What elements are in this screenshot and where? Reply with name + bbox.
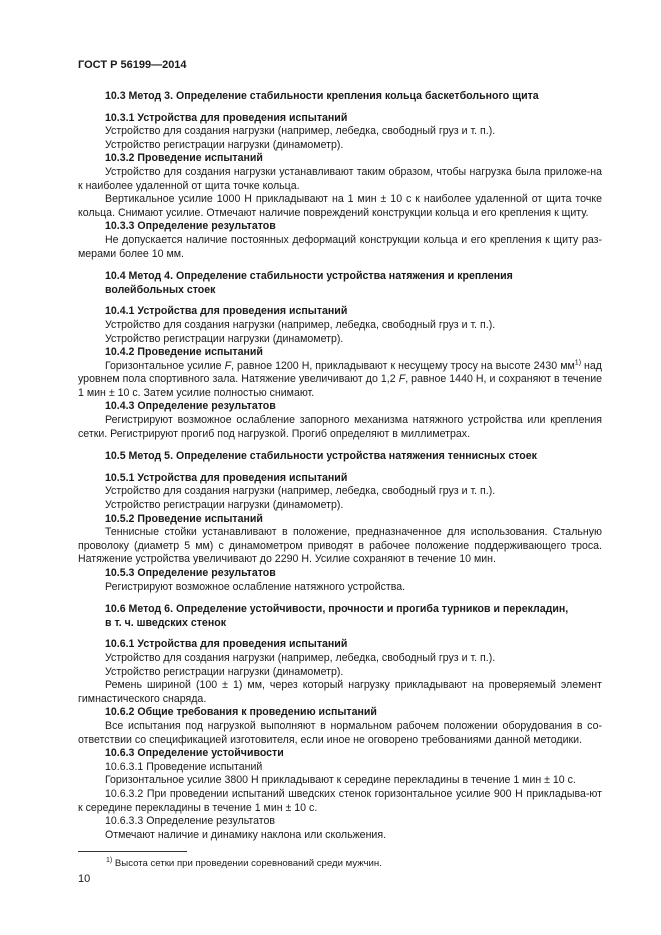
paragraph: Вертикальное усилие 1000 Н прикладывают на 1 мин ± 10 с к наиболее удаленной от щита точке кольца. Снимают усилие. Отмечают наличие повреждений конструкции кольца и его крепления к щиту. xyxy=(78,193,602,219)
document-header: ГОСТ Р 56199—2014 xyxy=(78,59,187,71)
subsection-heading: 10.3.3 Определение результатов xyxy=(105,220,276,233)
section-title-10-5: 10.5 Метод 5. Определение стабильности устройства натяжения теннисных стоек xyxy=(105,450,537,463)
subsubsection-heading: 10.6.3.1 Проведение испытаний xyxy=(105,760,263,773)
paragraph: Теннисные стойки устанавливают в положение, предназначенное для использования. Стальную проволоку (диаметр 5 мм) с динамометром приводят в рабочее положение поддерживающего троса. Натяжение устройства увеличивают до 2290 Н. Усилие сохраняют в течение 10 мин. xyxy=(78,526,602,566)
subsection-heading: 10.3.1 Устройства для проведения испытаний xyxy=(105,111,348,124)
paragraph: Отмечают наличие и динамику наклона или скольжения. xyxy=(105,828,387,841)
paragraph: Устройство регистрации нагрузки (динамометр). xyxy=(105,332,344,345)
section-title-10-4: 10.4 Метод 4. Определение стабильности устройства натяжения и крепления xyxy=(105,270,513,283)
paragraph: Регистрируют возможное ослабление запорного механизма натяжного устройства или крепления сетки. Регистрируют прогиб под нагрузкой. Прогиб определяют в миллиметрах. xyxy=(78,414,602,440)
section-title-10-4-cont: волейбольных стоек xyxy=(105,283,216,296)
subsection-heading: 10.4.3 Определение результатов xyxy=(105,400,276,413)
paragraph: Устройство для создания нагрузки устанавливают таким образом, чтобы нагрузка была приложе-на к наиболее удаленной от щита точке кольца. xyxy=(78,165,602,192)
subsection-heading: 10.5.1 Устройства для проведения испытаний xyxy=(105,471,348,484)
paragraph: Устройство для создания нагрузки (например, лебедка, свободный груз и т. п.). xyxy=(105,485,496,498)
paragraph: Устройство для создания нагрузки (например, лебедка, свободный груз и т. п.). xyxy=(105,125,496,138)
paragraph: Устройство для создания нагрузки (например, лебедка, свободный груз и т. п.). xyxy=(105,318,496,331)
paragraph: Не допускается наличие постоянных деформаций конструкции кольца и его крепления к щиту раз-мерами более 10 мм. xyxy=(78,233,602,260)
document-body xyxy=(78,90,602,842)
page-number: 10 xyxy=(78,873,91,885)
footnote-separator xyxy=(78,851,187,852)
subsection-heading: 10.5.2 Проведение испытаний xyxy=(105,512,263,525)
subsection-heading: 10.6.3 Определение устойчивости xyxy=(105,747,284,760)
paragraph: Устройство регистрации нагрузки (динамометр). xyxy=(105,499,344,512)
section-title-10-6-cont: в т. ч. шведских стенок xyxy=(105,616,226,629)
paragraph: Устройство для создания нагрузки (например, лебедка, свободный груз и т. п.). xyxy=(105,651,496,664)
section-title-10-6: 10.6 Метод 6. Определение устойчивости, прочности и прогиба турников и перекладин, xyxy=(105,603,569,616)
paragraph: 10.6.3.2 При проведении испытаний шведских стенок горизонтальное усилие 900 Н прикладыва-ют к середине перекладины в течение 1 мин ± 10 с. xyxy=(78,787,602,814)
paragraph: Горизонтальное усилие F, равное 1200 Н, прикладывают к несущему тросу на высоте 2430 $мм^{1)}$ над уровнем пола спортивного зала. Натяжение увеличивают до 1,2 F, равное 1440 Н, и сохраняют в течение 1 мин ± 10 с. Затем усилие полностью снимают. xyxy=(78,359,603,399)
paragraph: Устройство регистрации нагрузки (динамометр). xyxy=(105,138,344,151)
paragraph: Горизонтальное усилие 3800 Н прикладывают к середине перекладины в течение 1 мин ± 10 с. xyxy=(105,774,576,787)
subsection-heading: 10.3.2 Проведение испытаний xyxy=(105,152,263,165)
paragraph: Все испытания под нагрузкой выполняют в нормальном рабочем положении оборудования в со-ответствии со спецификацией изготовителя, если иное не оговорено требованиями данной методики. xyxy=(78,719,602,746)
subsubsection-heading: 10.6.3.3 Определение результатов xyxy=(105,815,276,828)
footnote-ref: 1) xyxy=(574,359,582,367)
subsection-heading: 10.5.3 Определение результатов xyxy=(105,567,276,579)
paragraph: Ремень шириной (100 ± 1) мм, через который нагрузку прикладывают на проверяемый элемент гимнастического снаряда. xyxy=(78,679,602,705)
footnote-text: Высота сетки при проведении соревнований среди мужчин. xyxy=(112,858,382,869)
subsection-heading: 10.4.1 Устройства для проведения испытаний xyxy=(105,305,348,318)
footnote-marker: 1) xyxy=(106,856,113,864)
subsection-heading: 10.6.1 Устройства для проведения испытаний xyxy=(105,638,348,651)
subsection-heading: 10.4.2 Проведение испытаний xyxy=(105,346,263,359)
footnote xyxy=(106,857,382,871)
subsection-heading: 10.6.2 Общие требования к проведению испытаний xyxy=(105,706,377,719)
section-title-10-3: 10.3 Метод 3. Определение стабильности крепления кольца баскетбольного щита xyxy=(105,90,539,102)
paragraph: Регистрируют возможное ослабление натяжного устройства. xyxy=(105,580,406,593)
paragraph: Устройство регистрации нагрузки (динамометр). xyxy=(105,665,344,678)
